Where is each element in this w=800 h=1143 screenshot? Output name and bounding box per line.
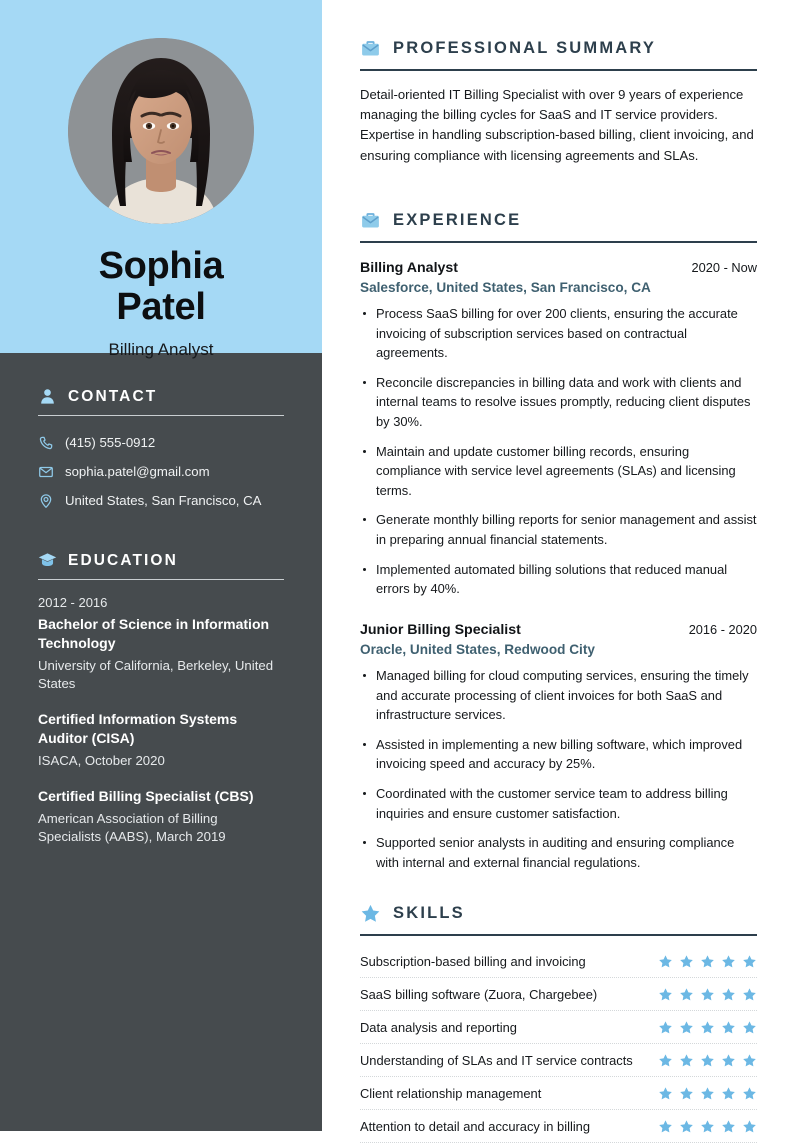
star-icon — [742, 1020, 757, 1035]
skill-name: Attention to detail and accuracy in billing — [360, 1118, 591, 1134]
star-icon — [700, 1086, 715, 1101]
contact-heading-row — [38, 387, 284, 406]
contact-email-value: sophia.patel@gmail.com — [65, 464, 210, 480]
sidebar-body — [0, 353, 322, 1131]
job-date: 2020 - Now — [691, 259, 757, 275]
professional-summary-section — [360, 38, 757, 166]
star-icon — [721, 1020, 736, 1035]
sidebar-header — [0, 0, 322, 360]
skills-heading: SKILLS — [393, 904, 465, 923]
skill-rating — [658, 1053, 757, 1068]
summary-heading-row — [360, 38, 757, 59]
experience-heading-row — [360, 210, 757, 231]
job-bullet: Coordinated with the customer service team to address billing inquiries and ensure customer satisfaction. — [360, 784, 757, 823]
education-item — [38, 595, 284, 693]
graduation-cap-icon — [38, 551, 57, 570]
main-spacer — [360, 179, 757, 210]
contact-phone-value: (415) 555-0912 — [65, 435, 156, 450]
star-icon — [742, 1086, 757, 1101]
contact-divider — [38, 415, 284, 416]
star-icon — [721, 987, 736, 1002]
briefcase-icon — [360, 38, 381, 59]
education-section — [38, 551, 284, 845]
star-icon — [700, 954, 715, 969]
education-subtitle: American Association of Billing Specialists (AABS), March 2019 — [38, 811, 226, 845]
star-icon — [679, 1086, 694, 1101]
skill-rating — [658, 1119, 757, 1134]
star-icon — [721, 1053, 736, 1068]
star-icon — [679, 1119, 694, 1134]
education-divider — [38, 579, 284, 580]
contact-location[interactable] — [38, 492, 284, 509]
contact-phone[interactable] — [38, 434, 284, 451]
job-bullet: Generate monthly billing reports for senior management and assist in preparing annual financial statements. — [360, 510, 757, 549]
job-bullets — [360, 304, 757, 599]
skill-name: Understanding of SLAs and IT service contracts — [360, 1052, 633, 1068]
education-spacer — [38, 770, 284, 787]
education-heading-row — [38, 551, 284, 570]
main-spacer — [360, 872, 757, 903]
star-icon — [721, 1086, 736, 1101]
summary-divider — [360, 69, 757, 71]
job-bullet: Reconcile discrepancies in billing data and work with clients and internal teams to resolve issues promptly, reducing client disputes by 30%. — [360, 373, 757, 432]
contact-heading: CONTACT — [68, 387, 158, 405]
education-spacer — [38, 693, 284, 710]
skill-rating — [658, 954, 757, 969]
skills-list — [360, 945, 757, 1143]
person-name-line2: Patel — [116, 286, 206, 329]
star-icon — [742, 1053, 757, 1068]
briefcase-icon — [360, 210, 381, 231]
email-icon — [38, 464, 54, 480]
job-title: Junior Billing Specialist — [360, 621, 521, 638]
star-icon — [679, 954, 694, 969]
person-name-line1: Sophia — [98, 245, 224, 287]
education-title: Certified Billing Specialist (CBS) — [38, 787, 254, 804]
sidebar — [0, 0, 322, 1131]
experience-section — [360, 210, 757, 872]
skill-row — [360, 945, 757, 978]
star-icon — [658, 1053, 673, 1068]
skill-name: Data analysis and reporting — [360, 1019, 517, 1035]
star-icon — [679, 1053, 694, 1068]
star-icon — [700, 1053, 715, 1068]
page-title — [99, 246, 224, 328]
summary-text: Detail-oriented IT Billing Specialist with over 9 years of experience managing the billing cycles for SaaS and IT service providers. Expertise in handling subscription-based billing, client invoicing, and ensuring compliance with licensing agreements and SLAs. — [360, 86, 754, 163]
star-icon — [658, 1119, 673, 1134]
star-icon — [742, 987, 757, 1002]
star-icon — [742, 954, 757, 969]
skill-rating — [658, 1086, 757, 1101]
job-date: 2016 - 2020 — [688, 621, 757, 637]
job-bullet: Maintain and update customer billing records, ensuring compliance with service level agreements (SLAs) and licensing terms. — [360, 442, 757, 501]
skill-rating — [658, 987, 757, 1002]
job-bullet: Managed billing for cloud computing services, ensuring the timely and accurate processing of client invoices for both SaaS and infrastructure services. — [360, 666, 757, 725]
skill-rating — [658, 1020, 757, 1035]
star-icon — [658, 954, 673, 969]
location-pin-icon — [38, 493, 54, 509]
skill-name: SaaS billing software (Zuora, Chargebee) — [360, 986, 598, 1002]
job-bullet: Implemented automated billing solutions that reduced manual errors by 40%. — [360, 560, 757, 599]
sidebar-spacer — [38, 521, 284, 551]
star-icon — [700, 1020, 715, 1035]
job-title: Billing Analyst — [360, 259, 459, 276]
skills-section — [360, 903, 757, 1143]
star-icon — [700, 1119, 715, 1134]
job-bullet: Process SaaS billing for over 200 clients, ensuring the accurate invoicing of subscription services based on contractual agreements. — [360, 304, 757, 363]
education-subtitle: University of California, Berkeley, United States — [38, 658, 274, 692]
education-item — [38, 787, 284, 846]
star-icon — [658, 1086, 673, 1101]
person-role: Billing Analyst — [108, 340, 214, 360]
star-icon — [742, 1119, 757, 1134]
experience-heading: EXPERIENCE — [393, 211, 522, 230]
avatar — [68, 38, 254, 224]
skill-name: Client relationship management — [360, 1085, 542, 1101]
skill-row — [360, 1044, 757, 1077]
skill-row — [360, 1011, 757, 1044]
experience-item — [360, 622, 757, 872]
skills-divider — [360, 934, 757, 936]
star-icon — [360, 903, 381, 924]
job-company: Oracle, United States, Redwood City — [360, 641, 595, 657]
education-title: Bachelor of Science in Information Technology — [38, 616, 270, 651]
main-content — [322, 0, 800, 1134]
person-icon — [38, 387, 57, 406]
education-title: Certified Information Systems Auditor (CISA) — [38, 711, 238, 746]
star-icon — [658, 1020, 673, 1035]
job-bullet: Supported senior analysts in auditing and ensuring compliance with internal and external financial regulations. — [360, 833, 757, 872]
summary-heading: PROFESSIONAL SUMMARY — [393, 39, 657, 57]
contact-email[interactable] — [38, 463, 284, 480]
skill-row — [360, 1077, 757, 1110]
education-item — [38, 710, 284, 770]
job-bullets — [360, 666, 757, 872]
contact-section — [38, 387, 284, 509]
star-icon — [679, 1020, 694, 1035]
star-icon — [721, 954, 736, 969]
experience-item-header — [360, 622, 757, 638]
job-company: Salesforce, United States, San Francisco, CA — [360, 279, 651, 295]
star-icon — [721, 1119, 736, 1134]
job-bullet: Assisted in implementing a new billing software, which improved invoicing speed and accuracy by 25%. — [360, 735, 757, 774]
star-icon — [679, 987, 694, 1002]
education-subtitle: ISACA, October 2020 — [38, 752, 165, 768]
skill-name: Subscription-based billing and invoicing — [360, 953, 586, 969]
star-icon — [658, 987, 673, 1002]
phone-icon — [38, 435, 54, 451]
education-heading: EDUCATION — [68, 551, 178, 569]
experience-item — [360, 260, 757, 599]
skill-row — [360, 978, 757, 1011]
skills-heading-row — [360, 903, 757, 924]
contact-location-value: United States, San Francisco, CA — [65, 493, 262, 509]
education-date: 2012 - 2016 — [38, 595, 108, 611]
contact-list — [38, 434, 284, 509]
experience-item-header — [360, 260, 757, 276]
star-icon — [700, 987, 715, 1002]
experience-divider — [360, 241, 757, 243]
skill-row — [360, 1110, 757, 1143]
